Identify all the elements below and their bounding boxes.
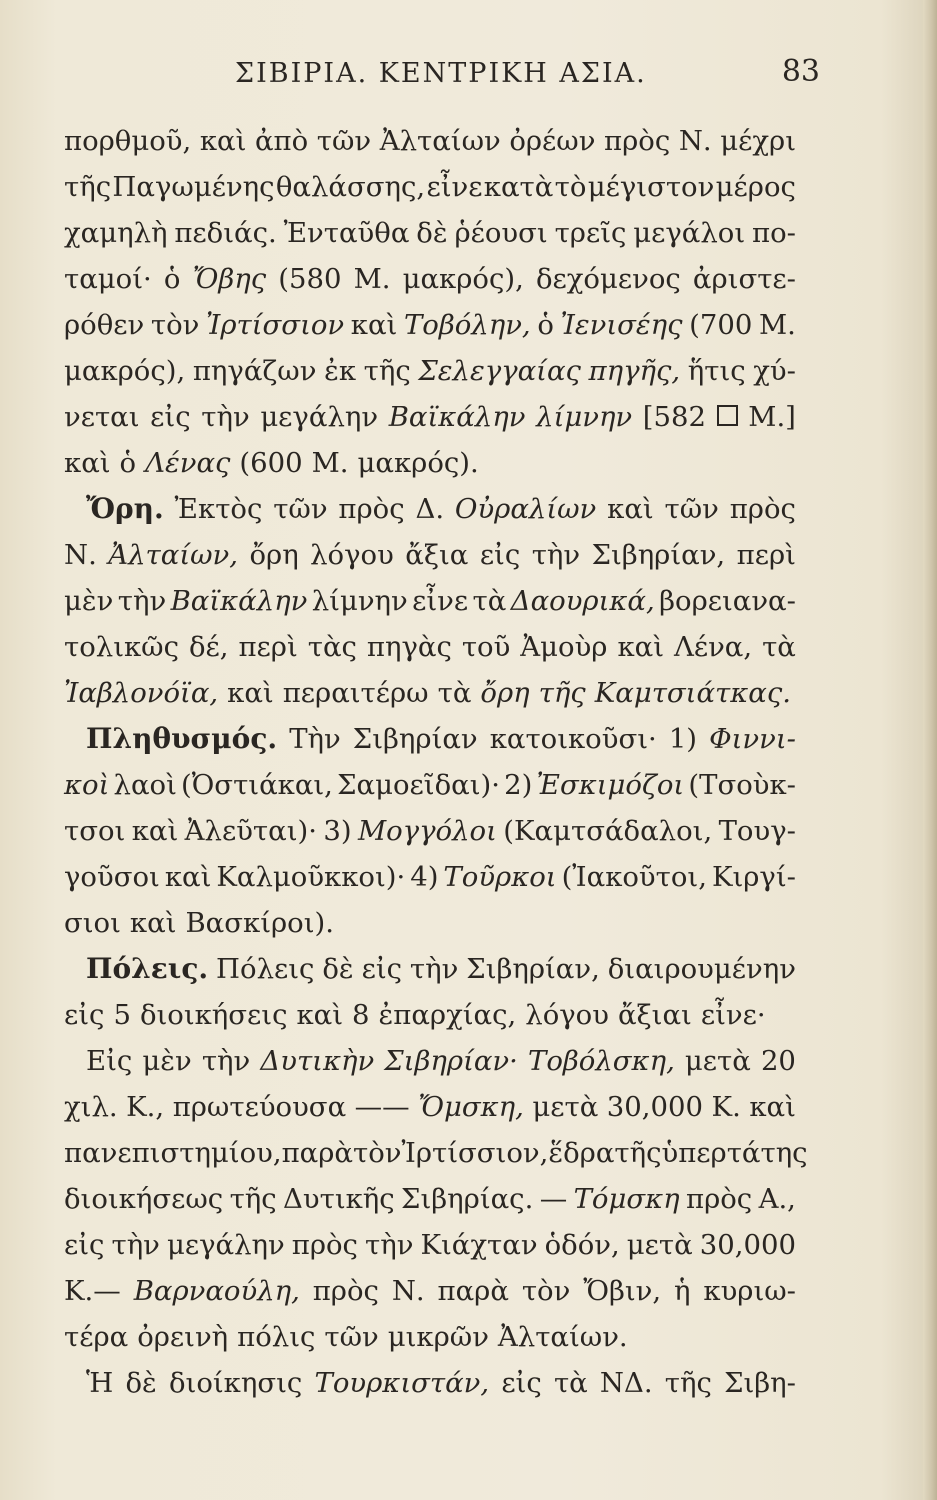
word: εἶνε — [412, 585, 469, 617]
word: καὶ — [749, 1091, 796, 1123]
word: τῆς — [64, 171, 112, 203]
word: διοίκησις — [169, 1367, 303, 1399]
word: πρὸς — [729, 493, 796, 525]
word: μέχρι — [720, 125, 796, 157]
word: εἰς — [64, 1229, 105, 1261]
word: Ἀλεῦται)· — [184, 815, 317, 847]
text-line — [64, 210, 796, 256]
word: κατὰ — [483, 171, 554, 203]
word: πρὸς — [291, 1229, 358, 1261]
word: (Ὀστιάκαι, — [181, 769, 333, 801]
word: εἶνε· — [700, 999, 766, 1031]
word: πορθμοῦ, — [64, 125, 192, 157]
word: ἐκ — [324, 355, 357, 387]
word: Εἰς — [86, 1045, 133, 1077]
word: μικρῶν — [387, 1321, 489, 1353]
word: τὰ — [762, 631, 796, 663]
word: τὰς — [307, 631, 357, 663]
word: Τοβόλσκη, — [528, 1045, 675, 1077]
word: ἐπαρχίας, — [378, 999, 517, 1031]
word: 30,000 — [606, 1091, 704, 1123]
word: μεγάλοι — [633, 217, 746, 249]
text-line — [64, 532, 796, 578]
word: [582 — [642, 401, 706, 433]
section-heading: Πληθυσμός. — [86, 722, 278, 755]
text-line — [64, 1314, 796, 1360]
word: Σιβηρίαν — [352, 723, 478, 755]
word: ὀρεινὴ — [137, 1321, 229, 1353]
word: — — [539, 1183, 568, 1215]
word: Ἀλταίων. — [497, 1321, 628, 1353]
word: Κ. — [711, 1091, 741, 1123]
word: Ν. — [391, 1275, 425, 1307]
word: τὰ — [553, 1367, 588, 1399]
word: Μ.] — [748, 401, 796, 433]
word: καὶ — [199, 125, 247, 157]
word: Τόμσκη — [573, 1183, 680, 1215]
word: ὀρέων — [509, 125, 596, 157]
word: Ἀμοὺρ — [520, 631, 608, 663]
word: καὶ — [296, 999, 344, 1031]
word: Ἀλταίων — [379, 125, 501, 157]
word: δεχόμενος — [535, 263, 681, 295]
text-line — [64, 1222, 796, 1268]
word: λίμνην — [311, 585, 408, 617]
word: τῶν — [273, 493, 328, 525]
word: Πόλεις — [216, 953, 315, 985]
word: μετὰ — [532, 1091, 599, 1123]
word: (700 — [689, 309, 753, 341]
word: τῶν — [664, 493, 719, 525]
word: λόγου — [525, 999, 609, 1031]
word: εἰς — [501, 1367, 542, 1399]
word: Ἐκτὸς — [174, 493, 263, 525]
word: δέ, — [188, 631, 229, 663]
word: τέρα — [64, 1321, 129, 1353]
word: μετὰ — [626, 1229, 693, 1261]
word: θαλάσσης, — [275, 171, 426, 203]
word: καὶ — [607, 493, 654, 525]
word: δὲ — [322, 953, 354, 985]
text-line — [64, 716, 796, 762]
word: περὶ — [736, 539, 796, 571]
word: ταμοί· — [64, 263, 152, 295]
word: Ἰρτίσσιον — [206, 309, 345, 341]
text-line — [64, 808, 796, 854]
word: Σαμοεῖδαι)· — [337, 769, 500, 801]
word: εἰς — [361, 953, 403, 985]
word: Σιβηρίαν· — [384, 1045, 518, 1077]
word: Σιβη- — [724, 1367, 796, 1399]
body-text — [64, 118, 808, 1406]
word: μὲν — [64, 585, 114, 617]
word: ἥτις — [687, 355, 746, 387]
word: πηγάζων — [192, 355, 317, 387]
page-header — [110, 54, 820, 98]
word: μέγιστον — [587, 171, 715, 203]
word: μακρός), — [402, 263, 524, 295]
word: Κ.— — [64, 1275, 121, 1307]
word: τὸν — [353, 1137, 402, 1169]
word: Α., — [758, 1183, 796, 1215]
word: τῆς — [664, 1367, 712, 1399]
text-line — [64, 762, 796, 808]
word: τὸν — [521, 1275, 571, 1307]
text-line — [64, 992, 796, 1038]
word: Τοῦρκοι — [443, 861, 557, 893]
word: Σιβηρίαν, — [591, 539, 726, 571]
text-line — [64, 302, 796, 348]
word: Ἐνταῦθα — [283, 217, 410, 249]
word: ῥέουσι — [454, 217, 548, 249]
word: εἰς — [150, 401, 191, 433]
word: Τουρκιστάν, — [314, 1367, 490, 1399]
word: Ἰρτίσσιον, — [401, 1137, 549, 1169]
text-line — [64, 1176, 796, 1222]
word: ἀπὸ — [254, 125, 309, 157]
word: κυριω- — [703, 1275, 796, 1307]
word: χιλ. — [64, 1091, 118, 1123]
word: καὶ — [164, 861, 212, 893]
word: διαιρουμένην — [607, 953, 796, 985]
word: 4) — [410, 861, 439, 893]
word: Ἐσκιμόζοι — [536, 769, 685, 801]
word: νεται — [64, 401, 140, 433]
word: πηγῆς, — [588, 355, 681, 387]
word: Βαϊκάλην — [170, 585, 308, 617]
word: πο- — [752, 217, 796, 249]
word: ὁ — [537, 309, 554, 341]
text-line — [64, 1268, 796, 1314]
word: (Καμτσάδαλοι, — [503, 815, 713, 847]
word: γοῦσοι — [64, 861, 160, 893]
word: Βαϊκάλην — [388, 401, 526, 433]
word: κοὶ — [64, 769, 110, 801]
word: Ἰαβλονόϊα, — [64, 677, 219, 709]
word: τσοι — [64, 815, 126, 847]
running-title: ΣΙΒΙΡΙΑ. ΚΕΝΤΡΙΚΗ ΑΣΙΑ. — [235, 58, 647, 89]
word: 20 — [760, 1045, 796, 1077]
word: λαοὶ — [113, 769, 177, 801]
word: (Ἰακοῦτοι, — [561, 861, 707, 893]
word: Κ., — [126, 1091, 165, 1123]
word: Ν. — [678, 125, 712, 157]
text-line — [64, 118, 796, 164]
word: 1) — [668, 723, 698, 755]
word: μακρός). — [357, 447, 479, 479]
text-line — [64, 164, 796, 210]
word: εἰς — [64, 999, 105, 1031]
word: τὰ — [437, 677, 472, 709]
word: ΝΔ. — [599, 1367, 653, 1399]
word: εἰς — [479, 539, 521, 571]
section-heading: Ὄρη. — [86, 492, 164, 525]
word: μὲν — [142, 1045, 192, 1077]
word: τὴν — [531, 539, 581, 571]
word: Ἀλταίων, — [108, 539, 239, 571]
word: μεγάλην — [166, 1229, 285, 1261]
word: λόγου — [310, 539, 394, 571]
word: πόλις — [237, 1321, 316, 1353]
word: τὴν — [201, 401, 250, 433]
text-line — [64, 256, 796, 302]
word: τὴν — [409, 953, 459, 985]
word: πρὸς — [312, 1275, 379, 1307]
word: Δυτικὴν — [260, 1045, 375, 1077]
word: χύ- — [753, 355, 796, 387]
word: ὑπερτάτης — [661, 1137, 808, 1169]
word: τρεῖς — [554, 217, 627, 249]
word: τῆς — [614, 1137, 662, 1169]
text-line — [64, 394, 796, 440]
word: (600 — [239, 447, 303, 479]
word: παρὰ — [281, 1137, 353, 1169]
word: καὶ — [350, 309, 398, 341]
word: μεγάλην — [260, 401, 379, 433]
word: καὶ — [617, 631, 664, 663]
word: διοικήσεως — [64, 1183, 224, 1215]
word: ὁ — [163, 263, 181, 295]
word: ἄξια — [405, 539, 469, 571]
word: Μ. — [353, 263, 391, 295]
word: πηγὰς — [366, 631, 452, 663]
word: —— — [354, 1091, 410, 1123]
text-line — [64, 1084, 796, 1130]
word: Δυτικῆς — [283, 1183, 395, 1215]
text-line — [64, 1038, 796, 1084]
word: σιοι — [64, 907, 121, 939]
word: λίμνην — [536, 401, 633, 433]
word: ὄρη — [249, 539, 299, 571]
word: τῶν — [324, 1321, 379, 1353]
word: δὲ — [416, 217, 448, 249]
word: τῶν — [316, 125, 372, 157]
word: μακρός), — [64, 355, 186, 387]
text-line — [64, 1130, 808, 1176]
word: 30,000 — [699, 1229, 796, 1261]
word: πρὸς — [604, 125, 671, 157]
text-line — [64, 1360, 796, 1406]
word: ἡ — [674, 1275, 691, 1307]
word: Οὐραλίων — [454, 493, 597, 525]
word: μετὰ — [684, 1045, 751, 1077]
word: Καμτσιάτκας. — [594, 677, 791, 709]
word: εἶνε — [426, 171, 483, 203]
word: τὸν — [150, 309, 200, 341]
word: Κιάχταν — [420, 1229, 538, 1261]
word: τὸ — [554, 171, 587, 203]
square-symbol-icon — [717, 405, 738, 426]
text-line — [64, 440, 796, 486]
word: παρὰ — [437, 1275, 509, 1307]
word: (Τσοὺκ- — [688, 769, 796, 801]
word: Τοβόλην, — [403, 309, 531, 341]
word: ἄξιαι — [617, 999, 692, 1031]
word: ὁδόν, — [544, 1229, 620, 1261]
word: διοικήσεις — [139, 999, 288, 1031]
word: τῆς — [538, 677, 586, 709]
word: Μ. — [311, 447, 349, 479]
word: τὴν — [117, 585, 167, 617]
word: Δ. — [415, 493, 445, 525]
word: καὶ — [227, 677, 274, 709]
page-number: 83 — [781, 54, 820, 89]
text-line — [64, 624, 796, 670]
word: μέρος — [715, 171, 796, 203]
word: Βασκίροι). — [185, 907, 334, 939]
word: τὰ — [472, 585, 507, 617]
word: τοῦ — [461, 631, 511, 663]
text-line — [64, 670, 796, 716]
word: Τὴν — [289, 723, 341, 755]
word: Κιργί- — [711, 861, 796, 893]
word: τῆς — [363, 355, 411, 387]
word: πανεπιστημίου, — [64, 1137, 282, 1169]
word: πρωτεύουσα — [172, 1091, 347, 1123]
word: (580 — [278, 263, 342, 295]
word: περὶ — [238, 631, 298, 663]
word: Μ. — [759, 309, 796, 341]
word: Ὄμσκη, — [418, 1091, 524, 1123]
word: Λένα, — [673, 631, 753, 663]
word: Ὄβης — [192, 263, 267, 295]
word: Ὄβιν, — [583, 1275, 662, 1307]
page-edge — [923, 0, 937, 1500]
word: Σελεγγαίας — [418, 355, 581, 387]
word: καὶ — [129, 907, 177, 939]
word: τὴν — [365, 1229, 414, 1261]
word: χαμηλὴ — [64, 217, 168, 249]
word: Λένας — [145, 447, 231, 479]
word: Ἰενισέης — [560, 309, 683, 341]
word: βορειανα- — [659, 585, 796, 617]
word: Φιννι- — [709, 723, 796, 755]
word: τῆς — [229, 1183, 277, 1215]
text-line — [64, 348, 796, 394]
word: πρὸς — [686, 1183, 753, 1215]
word: Σιβηρίας. — [401, 1183, 534, 1215]
text-line — [64, 486, 796, 532]
word: Καλμοῦκκοι)· — [216, 861, 406, 893]
word: καὶ — [131, 815, 179, 847]
word: Ν. — [64, 539, 97, 571]
word: Μογγόλοι — [357, 815, 497, 847]
word: ἕδρα — [548, 1137, 615, 1169]
word: 5 — [113, 999, 131, 1031]
section-heading: Πόλεις. — [86, 952, 209, 985]
word: ὄρη — [480, 677, 530, 709]
word: Παγωμένης — [112, 171, 275, 203]
text-line — [64, 900, 796, 946]
word: ἀριστε- — [692, 263, 796, 295]
word: Δαουρικά, — [510, 585, 655, 617]
word: τὴν — [201, 1045, 251, 1077]
word: Τουγ- — [718, 815, 796, 847]
text-line — [64, 854, 796, 900]
word: δὲ — [125, 1367, 157, 1399]
word: 2) — [504, 769, 533, 801]
word: Βαρναούλη, — [133, 1275, 300, 1307]
text-line — [64, 578, 796, 624]
word: τολικῶς — [64, 631, 179, 663]
word: Ἡ — [86, 1367, 114, 1399]
word: τὴν — [111, 1229, 160, 1261]
word: πεδιάς. — [174, 217, 277, 249]
word: ὁ — [119, 447, 137, 479]
word: ρόθεν — [64, 309, 145, 341]
text-line — [64, 946, 796, 992]
word: περαιτέρω — [282, 677, 429, 709]
word: καὶ — [64, 447, 111, 479]
word: κατοικοῦσι· — [489, 723, 657, 755]
word: 3) — [323, 815, 352, 847]
word: πρὸς — [338, 493, 405, 525]
word: 8 — [352, 999, 370, 1031]
word: Σιβηρίαν, — [466, 953, 600, 985]
